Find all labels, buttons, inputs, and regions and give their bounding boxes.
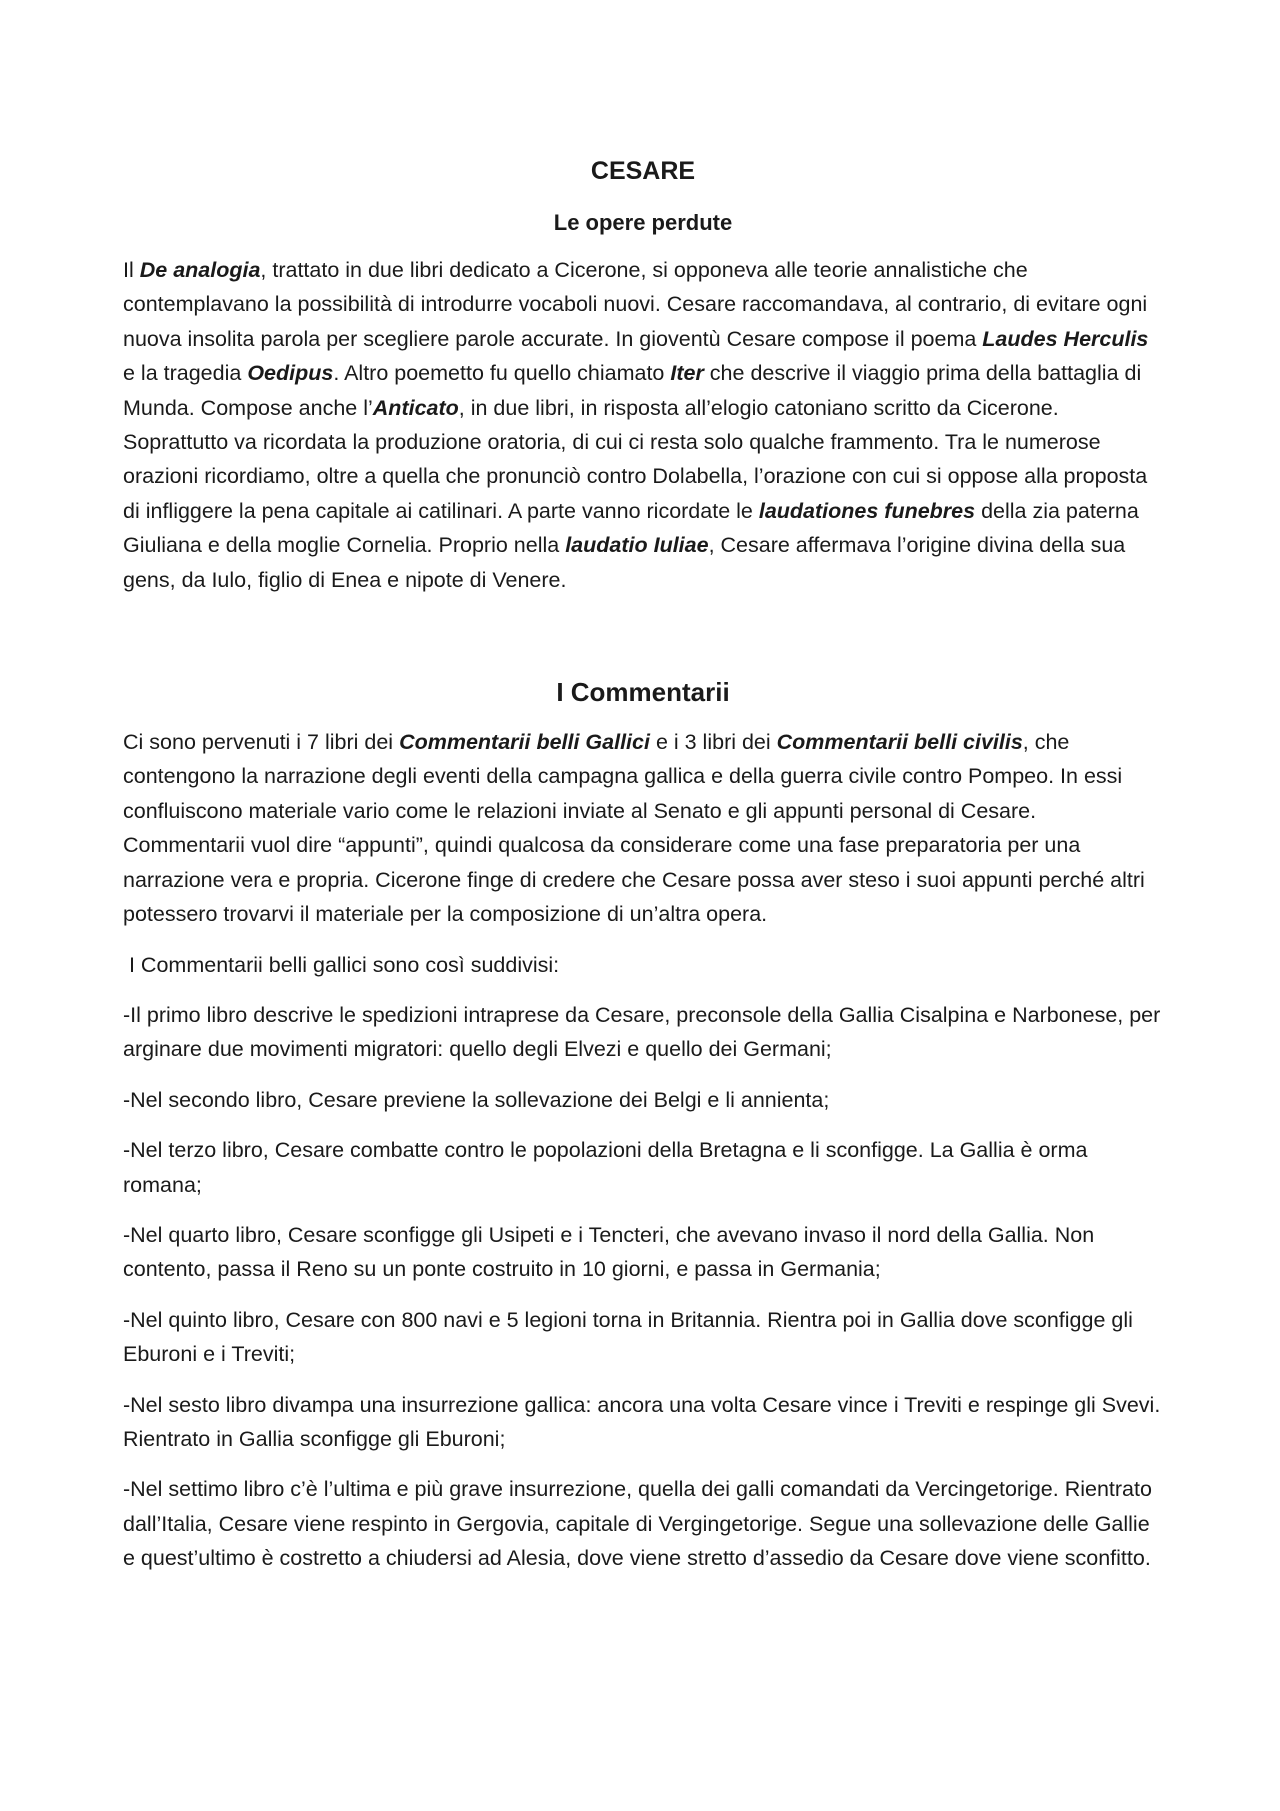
book-item-7: -Nel settimo libro c’è l’ultima e più grave insurrezione, quella dei galli comandati da Vercingetorige. Rientrato dall’Italia, Cesare viene respinto in Gergovia, capitale di Vergingetorige. Segue una sollevazione delle Gallie e quest’ultimo è costretto a chiudersi ad Alesia, dove viene stretto d’assedio da Cesare dove viene sconfitto. bbox=[123, 1477, 1152, 1571]
spacer bbox=[123, 613, 1163, 675]
work-title: Oedipus bbox=[247, 361, 334, 386]
paragraph-commentarii: Ci sono pervenuti i 7 libri dei Commentarii belli Gallici e i 3 libri dei Commentarii belli civilis, che contengono la narrazione degli eventi della campagna gallica e della guerra civile contro Pompeo. In essi confluiscono materiale vario come le relazioni inviate al Senato e gli appunti personal di Cesare. Commentarii vuol dire “appunti”, quindi qualcosa da considerare come una fase preparatoria per una narrazione vera e propria. Cicerone finge di credere che Cesare possa aver steso i suoi appunti perché altri potessero trovarvi il materiale per la composizione di un’altra opera. bbox=[123, 730, 1145, 927]
section-heading-commentarii: I Commentarii bbox=[556, 677, 730, 708]
work-title: Commentarii belli civilis bbox=[776, 730, 1023, 755]
work-title: Anticato bbox=[372, 395, 459, 420]
book-item-3: -Nel terzo libro, Cesare combatte contro le popolazioni della Bretagna e li sconfigge. La Gallia è orma romana; bbox=[123, 1138, 1088, 1197]
work-title: De analogia bbox=[139, 258, 261, 282]
section-heading-lost-works: Le opere perdute bbox=[553, 210, 733, 235]
book-item-5: -Nel quinto libro, Cesare con 800 navi e 5 legioni torna in Britannia. Rientra poi in Gallia dove sconfigge gli Eburoni e i Treviti; bbox=[123, 1307, 1133, 1367]
book-item-2: -Nel secondo libro, Cesare previene la sollevazione dei Belgi e li annienta; bbox=[123, 1087, 830, 1112]
list-intro: I Commentarii belli gallici sono così suddivisi: bbox=[123, 952, 560, 977]
paragraph-lost-works: Il De analogia, trattato in due libri dedicato a Cicerone, si opponeva alle teorie annalistiche che contemplavano la possibilità di introdurre vocaboli nuovi. Cesare raccomandava, al contrario, di evitare ogni nuova insolita parola per scegliere parole accurate. In gioventù Cesare compose il poema Laudes Herculis e la tragedia Oedipus. Altro poemetto fu quello chiamato Iter che descrive il viaggio prima della battaglia di Munda. Compose anche l’Anticato, in due libri, in risposta all’elogio catoniano scritto da Cicerone. Soprattutto va ricordata la produzione oratoria, di cui ci resta solo qualche frammento. Tra le numerose orazioni ricordiamo, oltre a quella che pronunciò contro Dolabella, l’orazione con cui si oppose alla proposta di infliggere la pena capitale ai catilinari. A parte vanno ricordate le laudationes funebres della zia paterna Giuliana e della moglie Cornelia. Proprio nella laudatio Iuliae, Cesare affermava l’origine divina della sua gens, da Iulo, figlio di Enea e nipote di Venere. bbox=[123, 258, 1149, 592]
book-item-6: -Nel sesto libro divampa una insurrezione gallica: ancora una volta Cesare vince i Treviti e respinge gli Svevi. Rientrato in Gallia sconfigge gli Eburoni; bbox=[123, 1392, 1161, 1451]
work-title: Laudes Herculis bbox=[982, 326, 1149, 351]
work-title: laudationes funebres bbox=[758, 498, 976, 523]
book-item-4: -Nel quarto libro, Cesare sconfigge gli Usipeti e i Tencteri, che avevano invaso il nord della Gallia. Non contento, passa il Reno su un ponte costruito in 10 giorni, e passa in Germania; bbox=[123, 1222, 1095, 1282]
document-body bbox=[123, 155, 1163, 1592]
book-item-1: -Il primo libro descrive le spedizioni intraprese da Cesare, preconsole della Gallia Cisalpina e Narbonese, per arginare due movimenti migratori: quello degli Elvezi e quello dei Germani; bbox=[123, 1002, 1161, 1062]
document-title: CESARE bbox=[590, 157, 696, 185]
work-title: Commentarii belli Gallici bbox=[399, 730, 650, 755]
work-title: laudatio Iuliae bbox=[565, 533, 709, 558]
work-title: Iter bbox=[670, 361, 704, 386]
